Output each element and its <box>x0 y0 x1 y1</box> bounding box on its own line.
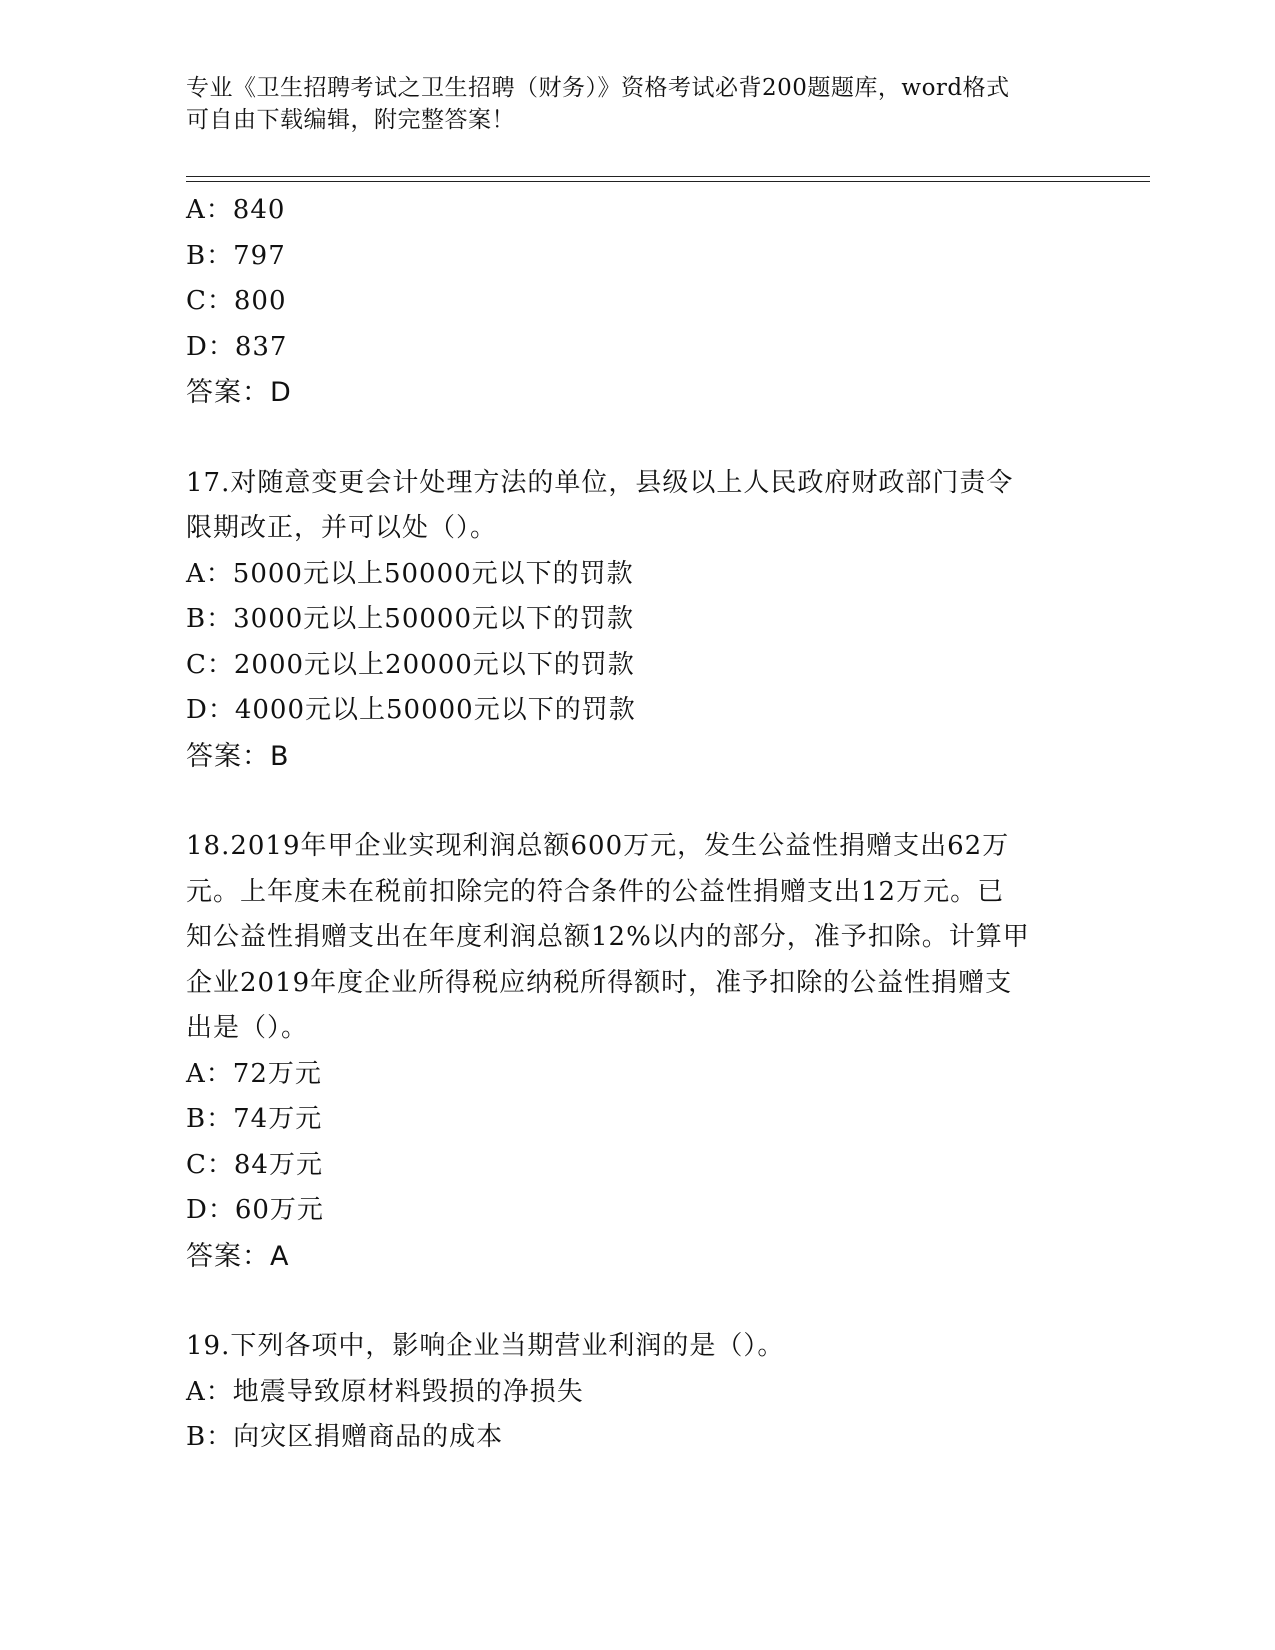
question-18 <box>186 824 1086 1279</box>
option-d: D：837 <box>186 331 288 362</box>
question-stem-line: 企业2019年度企业所得税应纳税所得额时，准予扣除的公益性捐赠支 <box>186 967 1013 998</box>
header-divider-bottom <box>186 181 1150 182</box>
option-a: A：840 <box>186 195 286 225</box>
document-header <box>186 72 1066 136</box>
question-16 <box>186 188 1086 416</box>
option-b: B：3000元以上50000元以下的罚款 <box>186 604 634 634</box>
question-list <box>186 188 1086 1461</box>
option-d: D：60万元 <box>186 1195 324 1225</box>
option-c: C：2000元以上20000元以下的罚款 <box>186 649 635 680</box>
header-title-line-1: 专业《卫生招聘考试之卫生招聘（财务）》资格考试必背200题题库，word格式 <box>186 75 1010 101</box>
answer-line: 答案：B <box>186 740 290 772</box>
option-a: A：72万元 <box>186 1058 322 1089</box>
question-stem-line: 18.2019年甲企业实现利润总额600万元，发生公益性捐赠支出62万 <box>186 831 1010 861</box>
header-divider-top <box>186 176 1150 177</box>
question-19 <box>186 1324 1086 1461</box>
spacer <box>186 779 1086 824</box>
option-a: A：地震导致原材料毁损的净损失 <box>186 1376 584 1407</box>
spacer <box>186 1279 1086 1324</box>
option-c: C：84万元 <box>186 1149 323 1180</box>
option-b: B：797 <box>186 240 286 271</box>
question-stem-line: 出是（）。 <box>186 1013 309 1043</box>
option-d: D：4000元以上50000元以下的罚款 <box>186 695 636 725</box>
question-stem-line: 19.下列各项中，影响企业当期营业利润的是（）。 <box>186 1331 785 1361</box>
question-stem-line: 限期改正，并可以处（）。 <box>186 513 498 543</box>
header-title-line-2: 可自由下载编辑，附完整答案！ <box>186 107 515 133</box>
answer-line: 答案：A <box>186 1240 290 1272</box>
option-c: C：800 <box>186 286 287 316</box>
spacer <box>186 416 1086 461</box>
option-b: B：74万元 <box>186 1104 323 1134</box>
question-stem-line: 元。上年度未在税前扣除完的符合条件的公益性捐赠支出12万元。已 <box>186 876 1005 907</box>
question-stem-line: 17.对随意变更会计处理方法的单位，县级以上人民政府财政部门责令 <box>186 467 1014 498</box>
option-b: B：向灾区捐赠商品的成本 <box>186 1422 504 1452</box>
question-17 <box>186 461 1086 780</box>
option-a: A：5000元以上50000元以下的罚款 <box>186 558 634 589</box>
question-stem-line: 知公益性捐赠支出在年度利润总额12%以内的部分，准予扣除。计算甲 <box>186 922 1030 952</box>
answer-line: 答案：D <box>186 377 292 408</box>
